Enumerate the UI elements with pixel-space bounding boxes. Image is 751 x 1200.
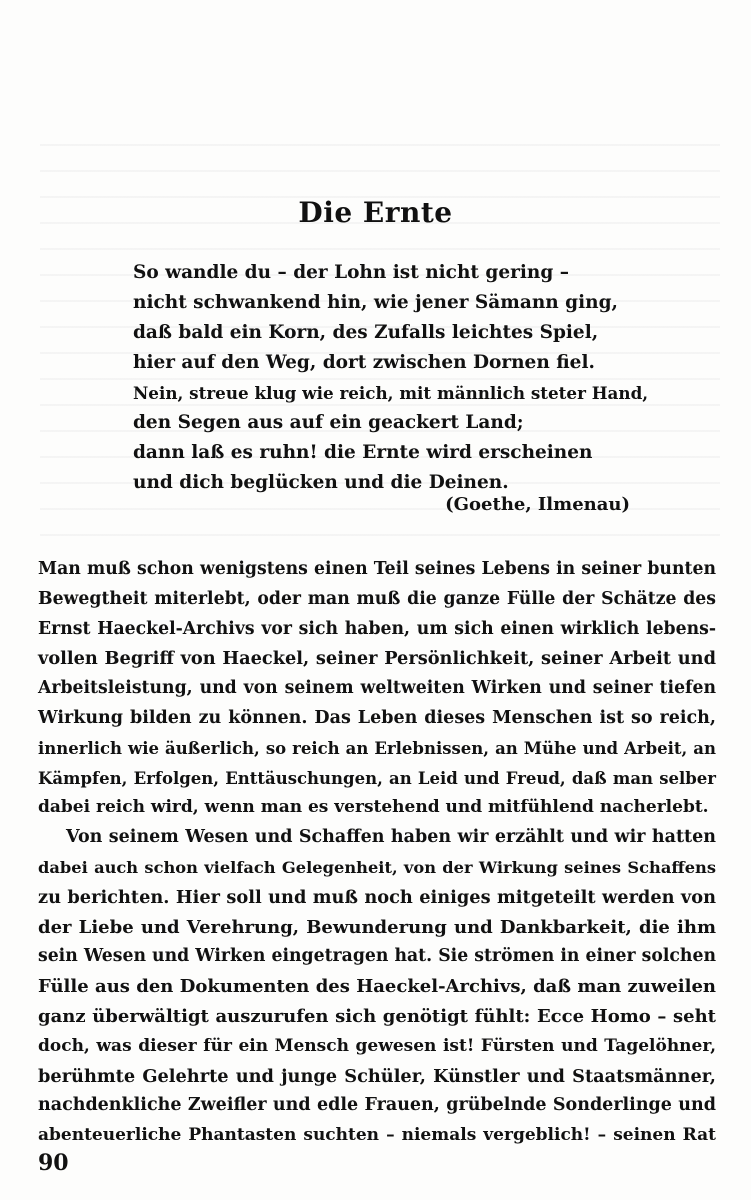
text-line: Man muß schon wenigstens einen Teil seines Lebens in seiner bunten [38,559,716,579]
text-line: zu berichten. Hier soll und muß noch einiges mitgeteilt werden von [38,886,716,908]
text-line: ganz überwältigt auszurufen sich genötigt fühlt: Ecce Homo – seht [38,1005,716,1027]
poem-line: und dich beglücken und die Deinen. [133,472,509,493]
poem-line: daß bald ein Korn, des Zufalls leichtes Spiel, [133,322,599,343]
text-line: Arbeitsleistung, und von seinem weltweiten Wirken und seiner tiefen [38,678,716,699]
poem-line: den Segen aus auf ein geackert Land; [133,412,524,433]
text-line: Wirkung bilden zu können. Das Leben dieses Menschen ist so reich, [38,707,716,728]
chapter-title: Die Ernte [298,196,453,229]
poem-line: So wandle du – der Lohn ist nicht gering – [133,262,569,283]
text-line: nachdenkliche Zweifler und edle Frauen, grübelnde Sonderlinge und [38,1095,716,1116]
poem-block [133,258,653,498]
text-line: doch, was dieser für ein Mensch gewesen ist! Fürsten und Tagelöhner, [38,1035,716,1056]
text-line: vollen Begriff von Haeckel, seiner Persönlichkeit, seiner Arbeit und [38,648,716,670]
text-line: dabei reich wird, wenn man es verstehend und mitfühlend nacherlebt. [38,797,709,818]
page-number: 90 [38,1150,69,1176]
text-line: innerlich wie äußerlich, so reich an Erlebnissen, an Mühe und Arbeit, an [38,738,716,758]
poem-line: hier auf den Weg, dort zwischen Dornen fiel. [133,352,595,373]
text-line: abenteuerliche Phantasten suchten – niemals vergeblich! – seinen Rat [38,1125,716,1146]
poem-line: Nein, streue klug wie reich, mit männlich steter Hand, [133,383,649,403]
text-line: Ernst Haeckel-Archivs vor sich haben, um sich einen wirklich lebens- [38,618,716,639]
text-line: Fülle aus den Dokumenten des Haeckel-Archivs, daß man zuweilen [38,976,716,998]
text-line: Bewegtheit miterlebt, oder man muß die ganze Fülle der Schätze des [38,588,716,609]
poem-line: nicht schwankend hin, wie jener Sämann ging, [133,292,618,313]
poem-line: dann laß es ruhn! die Ernte wird erscheinen [133,442,593,463]
poem-attribution: (Goethe, Ilmenau) [445,494,630,515]
text-line: der Liebe und Verehrung, Bewunderung und Dankbarkeit, die ihm [38,916,716,938]
text-line: dabei auch schon vielfach Gelegenheit, von der Wirkung seines Schaffens [38,857,716,877]
text-line: Kämpfen, Erfolgen, Enttäuschungen, an Leid und Freud, daß man selber [38,768,716,788]
text-line: sein Wesen und Wirken eingetragen hat. Sie strömen in einer solchen [38,946,716,967]
text-line: Von seinem Wesen und Schaffen haben wir erzählt und wir hatten [66,827,716,848]
text-line: berühmte Gelehrte und junge Schüler, Künstler und Staatsmänner, [38,1065,716,1087]
body-text [38,555,716,1151]
